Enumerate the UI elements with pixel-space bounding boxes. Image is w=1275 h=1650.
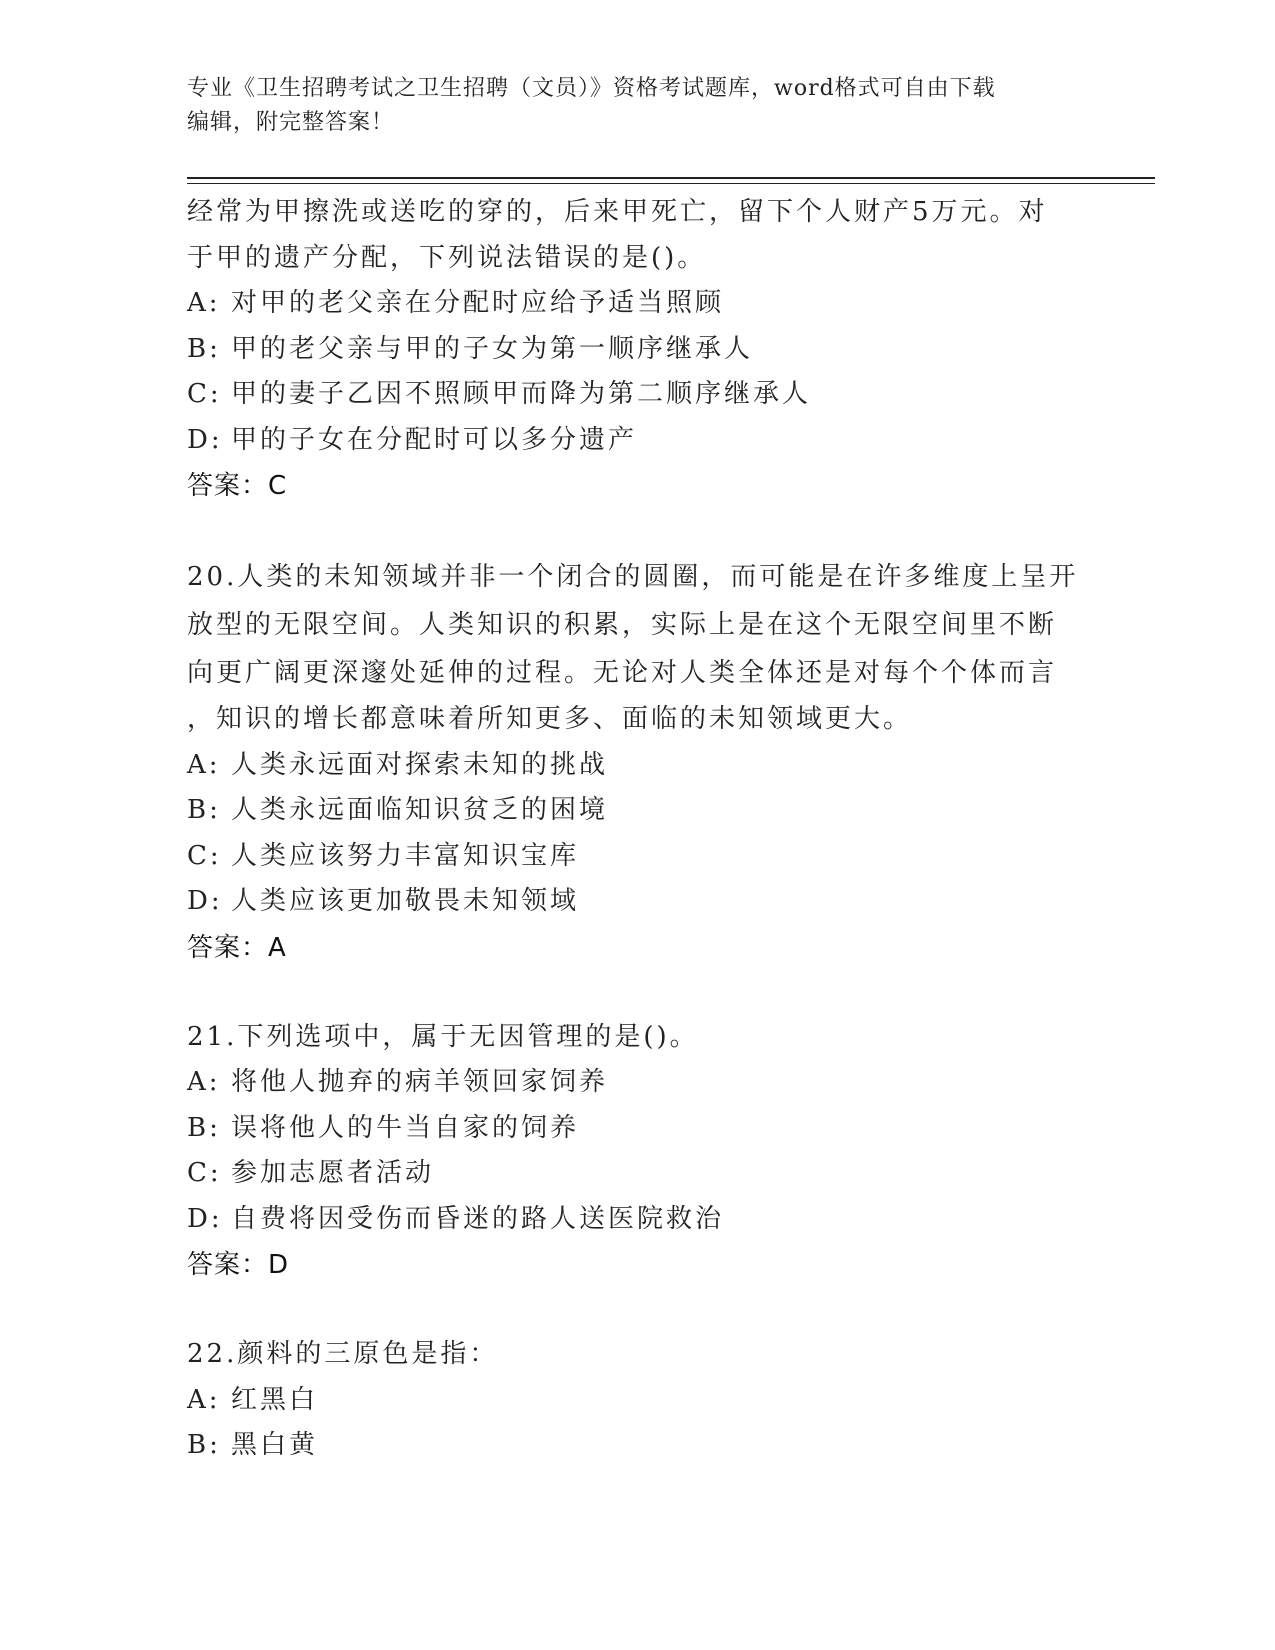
question-content (187, 190, 1087, 1469)
question-21 (187, 1015, 1087, 1289)
option-b (187, 788, 1087, 834)
option-text: 人类永远面对探索未知的挑战 (231, 749, 609, 780)
option-text: 人类应该努力丰富知识宝库 (231, 840, 580, 871)
option-text: 甲的妻子乙因不照顾甲而降为第二顺序继承人 (231, 379, 812, 409)
option-text: 人类永远面临知识贫乏的困境 (231, 795, 609, 825)
question-stem-line: 经常为甲擦洗或送吃的穿的，后来甲死亡，留下个人财产5万元。对 (187, 197, 1048, 227)
answer-line: 答案：D (187, 1250, 290, 1280)
question-spacer (187, 1288, 1087, 1332)
option-label: C: (187, 840, 222, 871)
header-line-1: 专业《卫生招聘考试之卫生招聘（文员）》资格考试题库，word格式可自由下载 (187, 76, 996, 101)
question-22 (187, 1332, 1087, 1469)
option-label: A: (187, 288, 221, 318)
option-c (187, 834, 1087, 880)
option-label: C: (187, 1158, 222, 1188)
option-label: D: (187, 886, 223, 916)
question-spacer (187, 509, 1087, 553)
question-19 (187, 190, 1087, 509)
option-text: 对甲的老父亲在分配时应给予适当照顾 (231, 288, 725, 318)
option-label: A: (187, 1384, 221, 1415)
option-d (187, 879, 1087, 925)
option-label: D: (187, 424, 223, 455)
option-c (187, 372, 1087, 418)
option-a (187, 743, 1087, 789)
option-b (187, 1423, 1087, 1469)
option-label: B: (187, 795, 221, 825)
document-header (187, 72, 1067, 140)
option-text: 误将他人的牛当自家的饲养 (231, 1112, 580, 1143)
question-spacer (187, 971, 1087, 1015)
option-text: 甲的老父亲与甲的子女为第一顺序继承人 (231, 333, 754, 364)
option-label: B: (187, 333, 221, 364)
question-stem-line: 20.人类的未知领域并非一个闭合的圆圈，而可能是在许多维度上呈开 (187, 562, 1079, 592)
option-text: 甲的子女在分配时可以多分遗产 (231, 424, 638, 455)
option-text: 将他人抛弃的病羊领回家饲养 (231, 1067, 609, 1097)
answer-line: 答案：A (187, 932, 287, 963)
question-stem-line: ，知识的增长都意味着所知更多、面临的未知领域更大。 (187, 704, 913, 734)
option-label: B: (187, 1112, 221, 1143)
question-stem-line: 向更广阔更深邃处延伸的过程。无论对人类全体还是对每个个体而言 (187, 658, 1058, 688)
question-stem-line: 22.颜料的三原色是指： (187, 1339, 499, 1369)
option-label: C: (187, 379, 222, 409)
option-d (187, 1197, 1087, 1243)
option-d (187, 418, 1087, 464)
option-label: A: (187, 1067, 221, 1097)
option-text: 自费将因受伤而昏迷的路人送医院救治 (231, 1203, 725, 1234)
question-stem-line: 于甲的遗产分配，下列说法错误的是()。 (187, 242, 707, 273)
option-label: B: (187, 1430, 221, 1460)
option-text: 人类应该更加敬畏未知领域 (231, 886, 580, 916)
option-label: D: (187, 1203, 223, 1234)
option-a (187, 281, 1087, 327)
option-a (187, 1378, 1087, 1424)
header-rule-thick (187, 177, 1155, 179)
option-text: 参加志愿者活动 (231, 1158, 435, 1188)
answer-line: 答案：C (187, 471, 288, 501)
option-text: 红黑白 (231, 1384, 319, 1415)
question-stem-line: 放型的无限空间。人类知识的积累，实际上是在这个无限空间里不断 (187, 610, 1058, 640)
option-c (187, 1151, 1087, 1197)
option-b (187, 327, 1087, 373)
option-b (187, 1106, 1087, 1152)
option-a (187, 1060, 1087, 1106)
header-rule-thin (187, 183, 1155, 184)
question-20 (187, 553, 1087, 971)
option-text: 黑白黄 (231, 1430, 319, 1460)
header-line-2: 编辑，附完整答案！ (187, 110, 395, 135)
option-label: A: (187, 749, 221, 780)
question-stem-line: 21.下列选项中，属于无因管理的是()。 (187, 1021, 699, 1052)
